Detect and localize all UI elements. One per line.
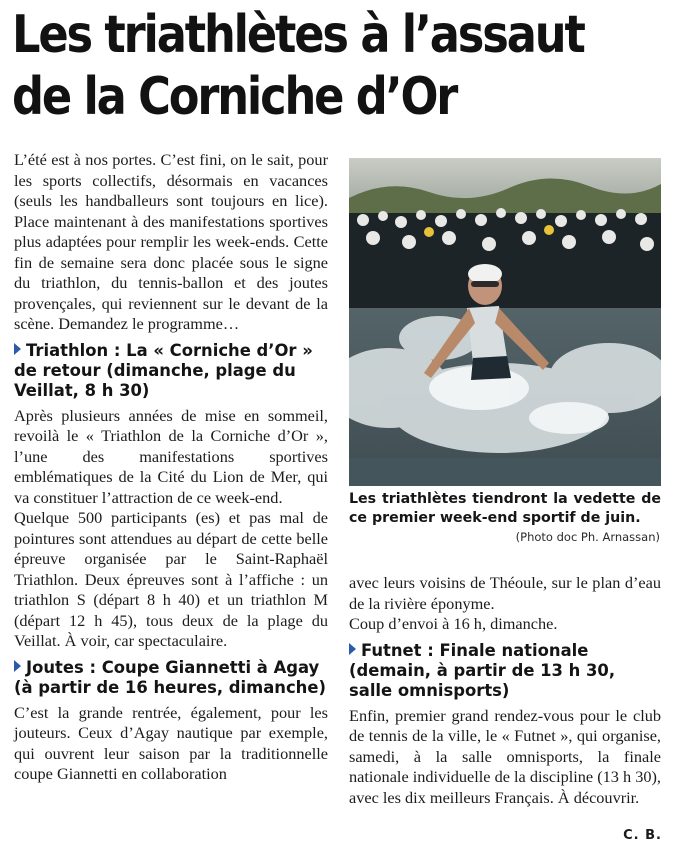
section-triathlon-paragraph-2: Quelque 500 participants (es) et pas mal de pointures sont attendues au départ de cette belle épreuve organisée par le Saint-Raphaël Triathlon. Deux épreuves sont à l’affiche : un triathlon S (départ 8 h 40) et un triathlon M (départ 12 h 45), tous deux de la plage du Veillat. À voir, car spectaculaire. (14, 508, 328, 650)
headline-line-2: de la Corniche d’Or (12, 67, 457, 127)
photo-caption: Les triathlètes tiendront la vedette de ce premier week-end sportif de juin. (349, 491, 661, 526)
right-column (349, 573, 661, 808)
section-joutes-paragraph-1-continued: avec leurs voisins de Théoule, sur le plan d’eau de la rivière éponyme. (349, 573, 661, 613)
photo-credit: (Photo doc Ph. Arnassan) (515, 530, 660, 544)
headline-line-1: Les triathlètes à l’assaut (12, 5, 584, 65)
section-futnet-title-row (349, 641, 661, 701)
bullet-triangle-icon (349, 643, 356, 655)
section-joutes-title: Joutes : Coupe Giannetti à Agay (à partir de 16 heures, dimanche) (14, 657, 326, 697)
section-joutes-paragraph-2: Coup d’envoi à 16 h, dimanche. (349, 614, 558, 633)
author-signature: C. B. (623, 828, 662, 843)
section-triathlon-paragraph-1: Après plusieurs années de mise en sommeil, revoilà le « Triathlon de la Corniche d’Or », l’une des manifestations sportives emblématiques de la Cité du Lion de Mer, qui va constituer l’attraction de ce week-end. (14, 405, 328, 507)
section-joutes-title-row (14, 658, 328, 698)
triathletes-running-into-sea-image (349, 158, 661, 486)
left-column (14, 150, 328, 785)
section-futnet-paragraph-1: Enfin, premier grand rendez-vous pour le club de tennis de la ville, le « Futnet », qui organise, samedi, à la salle omnisports, la finale nationale individuelle de la discipline (13 h 30), avec les dix meilleurs Français. À découvrir. (349, 705, 661, 807)
bullet-triangle-icon (14, 660, 21, 672)
section-triathlon-title-row (14, 341, 328, 401)
bullet-triangle-icon (14, 343, 21, 355)
intro-paragraph: L’été est à nos portes. C’est fini, on le sait, pour les sports collectifs, désormais en vacances (seuls les handballeurs sont toujours en lice). Place maintenant à des manifestations sportives plus adaptées pour remplir les week-ends. Cette fin de semaine sera donc placée sous le signe du triathlon, du tennis-ballon et des joutes provençales, qui reviennent sur le devant de la scène. Demandez le programme… (14, 150, 328, 333)
section-joutes-paragraph-1: C’est la grande rentrée, également, pour les jouteurs. Ceux d’Agay nautique par exemple, qui ouvrent leur saison par la traditionnelle coupe Giannetti en collaboration (14, 702, 328, 783)
headline (12, 4, 584, 128)
section-futnet-title: Futnet : Finale nationale (demain, à partir de 13 h 30, salle omnisports) (349, 640, 616, 700)
triathlon-photo (349, 158, 661, 486)
section-triathlon-title: Triathlon : La « Corniche d’Or » de retour (dimanche, plage du Veillat, 8 h 30) (14, 340, 313, 400)
